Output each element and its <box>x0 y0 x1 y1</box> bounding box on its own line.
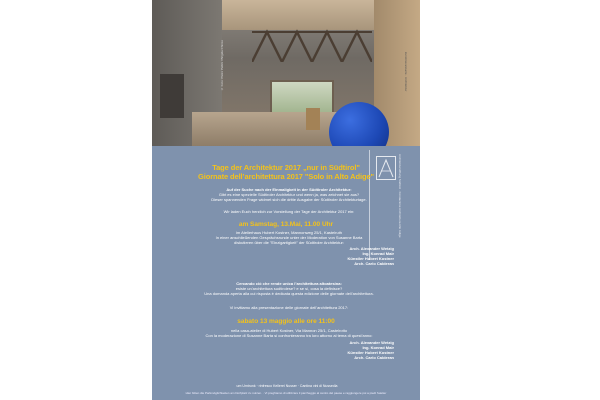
logo-text: Architekturstiftung Südtirol · Fondazione Architettura Alto Adige <box>398 154 402 238</box>
participant-name: Arch. Carlo Calderan <box>354 355 394 360</box>
it-place: nella casa-atelier di Hubert Kostner, Via Mannon 25/1, Castelrotto <box>230 328 348 333</box>
it-lead-line3: Una domanda aperta alla cui risposta è dedicata questa edizione delle giornate dell’architettura. <box>204 291 374 296</box>
participant-name: Arch. Carlo Calderan <box>354 261 394 266</box>
de-discussion-2: diskutieren über die "Einzigartigkeit" der Südtiroler Architektur: <box>233 240 344 245</box>
de-intro <box>184 187 394 202</box>
participant-name: Arch. Alexander Wetzig <box>349 246 394 251</box>
photo-side-text: kunstmeranoarte · Architektur <box>404 52 408 92</box>
de-lead-line2: Gibt es eine spezielle Südtiroler Architektur und wenn ja, was zeichnet sie aus? <box>218 192 360 197</box>
participant-name: Künstler Hubert Kostner <box>347 350 394 355</box>
footer-parking: Hier bitten die Parkmöglichkeiten am Dorfplatz zu nutzen. · Vi preghiamo di utilizzare il parcheggio al centro del paese e raggiungere poi a piedi l’atelier <box>185 391 387 395</box>
de-date: am Samstag, 13.Mai, 11.00 Uhr <box>238 221 334 228</box>
it-intro <box>184 281 394 296</box>
radiator <box>160 74 184 118</box>
title-italian: Giornate dell’architettura 2017 "Solo in Alto Adige" <box>198 172 374 181</box>
it-participants <box>304 340 394 360</box>
it-discussion-1: Con la moderazione di Susanne Barta si confronteranno tra loro attorno al tema di quest’anno: <box>205 333 373 338</box>
de-lead-line3: Dieser spannenden Frage widmet sich die dritte Ausgabe der Südtiroler Architekturtage. <box>211 197 367 202</box>
it-lead-line2: esiste un’architettura sudtirolese? e se sì, cosa la definisce? <box>235 286 343 291</box>
interior-photo <box>152 0 420 146</box>
de-discussion-1: In einer anschließenden Gesprächsrunde unter der Moderation von Susanne Barta <box>215 235 363 240</box>
de-details <box>184 230 394 245</box>
wooden-ceiling <box>222 0 374 30</box>
participant-name: Arch. Alexander Wetzig <box>349 340 394 345</box>
de-invite: Wir laden Euch herzlich zur Vorstellung der Tage der Architektur 2017 ein: <box>223 209 355 214</box>
participant-name: Ing. Konrad Mair <box>362 251 394 256</box>
footer-refreshment: um Umtrunk · rinfresco Kellerei Nusser · Cantina vini di Nussedla <box>236 384 338 388</box>
chair <box>306 108 320 130</box>
photo-credit: © Foto: Pietro Pellini / Brigida Chirico <box>220 40 224 92</box>
de-place: im Atelierhaus Hubert Kostner, Mannonweg 25/1, Kastelruth <box>235 230 343 235</box>
roof-trusses <box>252 28 372 62</box>
title-german: Tage der Architektur 2017 „nur in Südtirol" <box>212 163 360 172</box>
it-details <box>184 328 394 338</box>
it-invite: Vi invitiamo alla presentazione delle giornate dell’architettura 2017: <box>229 305 349 310</box>
it-date: sabato 13 maggio alle ore 11:00 <box>237 318 335 325</box>
it-lead: Cercando ciò che rende unica l’architettura altoatesina: <box>236 281 342 286</box>
de-participants <box>304 246 394 266</box>
de-lead: Auf der Suche nach der Einmaligkeit in der Südtiroler Architektur: <box>226 187 352 192</box>
event-poster <box>152 0 420 400</box>
participant-name: Ing. Konrad Mair <box>362 345 394 350</box>
participant-name: Künstler Hubert Kostner <box>347 256 394 261</box>
